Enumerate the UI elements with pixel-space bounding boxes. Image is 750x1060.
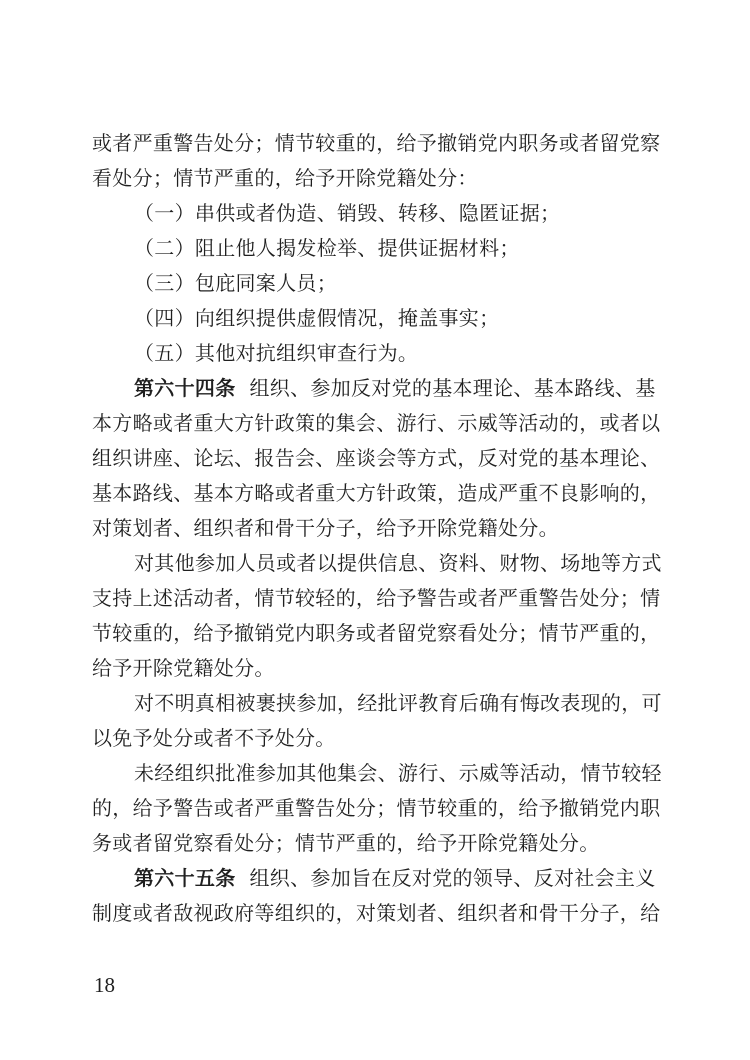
line-text: 支持上述活动者，情节较轻的，给予警告或者严重警告处分；情	[92, 588, 661, 610]
document-line	[92, 862, 667, 897]
document-line	[92, 197, 667, 232]
document-line	[92, 547, 667, 582]
document-line	[92, 232, 667, 267]
line-text: 务或者留党察看处分；情节严重的，给予开除党籍处分。	[92, 833, 600, 855]
document-line	[92, 582, 667, 617]
document-line	[92, 792, 667, 827]
document-line	[92, 127, 667, 162]
document-line	[92, 617, 667, 652]
document-line	[92, 337, 667, 372]
document-line	[92, 162, 667, 197]
document-line	[92, 302, 667, 337]
document-line	[92, 477, 667, 512]
line-text: （二）阻止他人揭发检举、提供证据材料；	[134, 238, 520, 260]
document-line	[92, 652, 667, 687]
line-text: 以免予处分或者不予处分。	[92, 728, 336, 750]
document-line	[92, 687, 667, 722]
page-number: 18	[94, 973, 115, 997]
document-line	[92, 372, 667, 407]
line-text: 未经组织批准参加其他集会、游行、示威等活动，情节较轻	[134, 763, 662, 785]
document-line	[92, 757, 667, 792]
document-line	[92, 722, 667, 757]
document-line	[92, 512, 667, 547]
line-text: 对不明真相被裹挟参加，经批评教育后确有悔改表现的，可	[134, 693, 662, 715]
line-text: 组织、参加反对党的基本理论、基本路线、基	[249, 378, 656, 400]
line-text: 本方略或者重大方针政策的集会、游行、示威等活动的，或者以	[92, 413, 661, 435]
line-text: 组织、参加旨在反对党的领导、反对社会主义	[249, 868, 656, 890]
line-text: 节较重的，给予撤销党内职务或者留党察看处分；情节严重的，	[92, 623, 661, 645]
line-text: （三）包庇同案人员；	[134, 273, 337, 295]
document-line	[92, 407, 667, 442]
line-text: 看处分；情节严重的，给予开除党籍处分：	[92, 168, 478, 190]
article-number: 第六十四条	[134, 378, 236, 400]
line-text: （一）串供或者伪造、销毁、转移、隐匿证据；	[134, 203, 561, 225]
document-line	[92, 897, 667, 932]
line-text: 或者严重警告处分；情节较重的，给予撤销党内职务或者留党察	[92, 133, 661, 155]
line-text: 对其他参加人员或者以提供信息、资料、财物、场地等方式	[134, 553, 662, 575]
line-text: 给予开除党籍处分。	[92, 658, 275, 680]
line-text: （五）其他对抗组织审查行为。	[134, 343, 419, 365]
document-line	[92, 267, 667, 302]
line-text: 对策划者、组织者和骨干分子，给予开除党籍处分。	[92, 518, 559, 540]
line-text: （四）向组织提供虚假情况，掩盖事实；	[134, 308, 500, 330]
document-line	[92, 827, 667, 862]
line-text: 的，给予警告或者严重警告处分；情节较重的，给予撤销党内职	[92, 798, 661, 820]
text-block	[92, 127, 667, 932]
article-number: 第六十五条	[134, 868, 236, 890]
document-line	[92, 442, 667, 477]
line-text: 组织讲座、论坛、报告会、座谈会等方式，反对党的基本理论、	[92, 448, 661, 470]
line-text: 基本路线、基本方略或者重大方针政策，造成严重不良影响的，	[92, 483, 661, 505]
line-text: 制度或者敌视政府等组织的，对策划者、组织者和骨干分子，给	[92, 903, 661, 925]
